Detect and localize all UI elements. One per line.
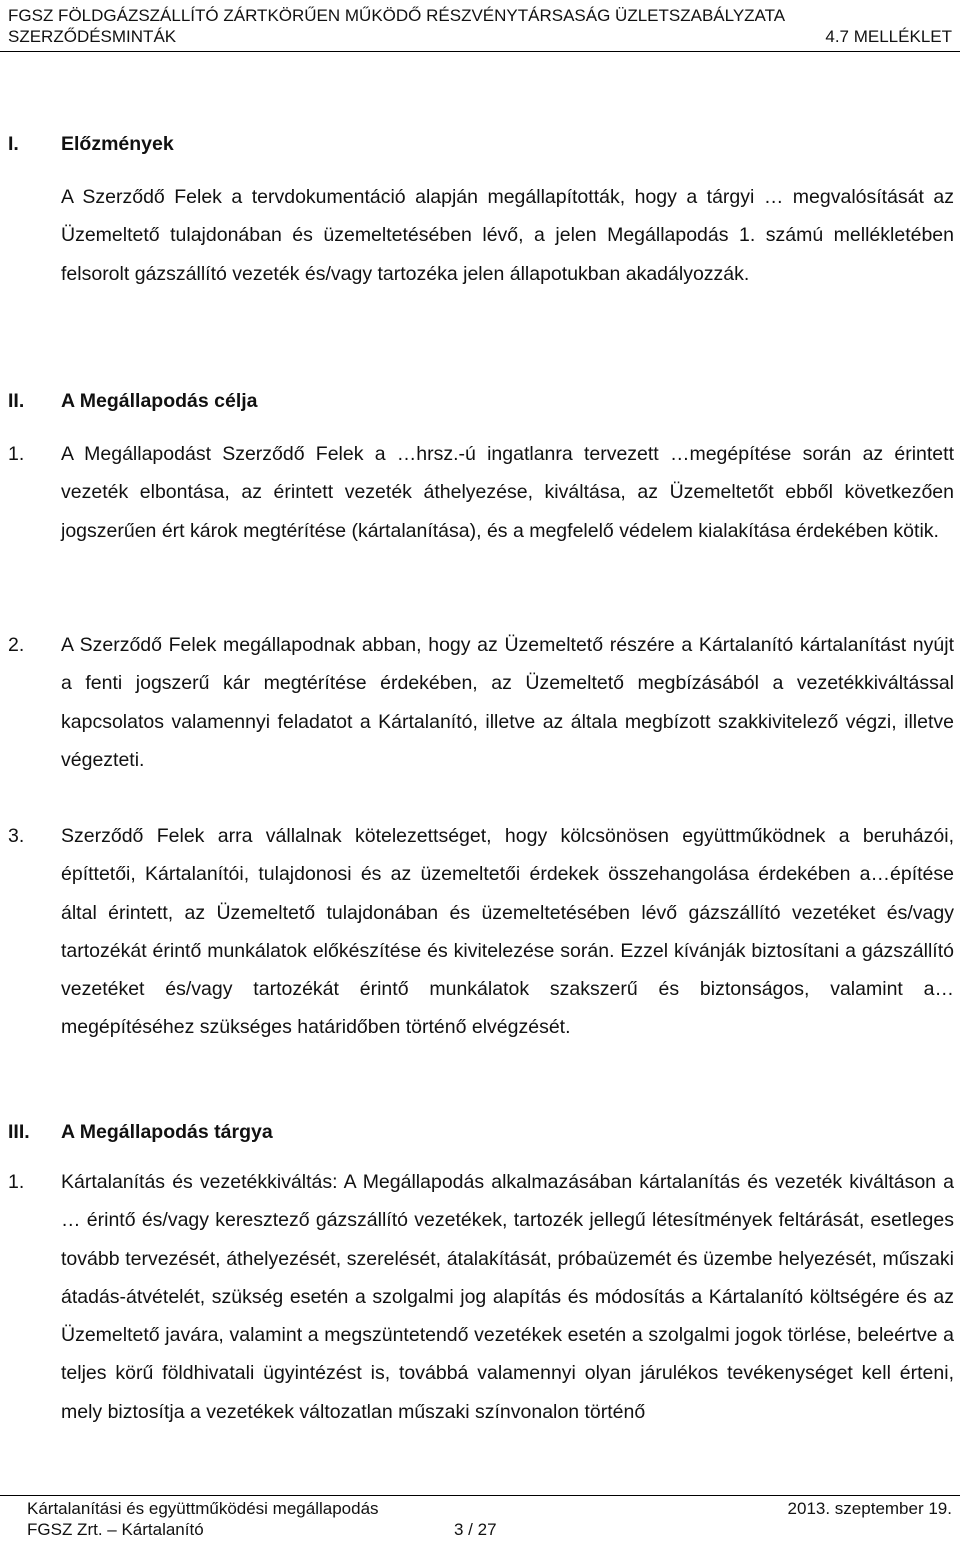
paragraph-number: 2. <box>8 634 25 656</box>
section-number: II. <box>8 390 25 412</box>
header-divider <box>0 51 960 52</box>
paragraph-number: 3. <box>8 825 25 847</box>
footer-page-number: 3 / 27 <box>454 1520 497 1539</box>
section-title: A Megállapodás tárgya <box>61 1121 273 1143</box>
footer-document-title: Kártalanítási és együttműködési megállapodás <box>27 1499 379 1518</box>
paragraph: A Szerződő Felek megállapodnak abban, hogy az Üzemeltető részére a Kártalanító kártalanítást nyújt a fenti jogszerű kár megtérítése érdekében, az Üzemeltető megbízásából a vezetékkiváltással kapcsolatos valamennyi feladatot a Kártalanító, illetve az általa megbízott szakkivitelező végzi, illetve végezteti. <box>61 634 954 771</box>
footer-date: 2013. szeptember 19. <box>787 1499 952 1518</box>
header-annex-label: 4.7 MELLÉKLET <box>825 27 952 46</box>
document-header-title: FGSZ FÖLDGÁZSZÁLLÍTÓ ZÁRTKÖRŰEN MŰKÖDŐ RÉSZVÉNYTÁRSASÁG ÜZLETSZABÁLYZATA <box>8 6 786 25</box>
paragraph-number: 1. <box>8 443 25 465</box>
paragraph: Szerződő Felek arra vállalnak kötelezettséget, hogy kölcsönösen együttműködnek a beruházói, építtetői, Kártalanítói, tulajdonosi és az üzemeltetői érdekek összehangolása érdekében a…építése által érintett, az Üzemeltető tulajdonában és üzemeltetésében lévő gázszállító vezetéket és/vagy tartozékát érintő munkálatok előkészítése és kivitelezése során. Ezzel kívánják biztosítani a gázszállító vezetéket és/vagy tartozékát érintő munkálatok szakszerű és biztonságos, valamint a… megépítéséhez szükséges határidőben történő elvégzését. <box>61 825 954 1039</box>
footer-party: FGSZ Zrt. – Kártalanító <box>27 1520 204 1539</box>
paragraph: A Szerződő Felek a tervdokumentáció alapján megállapították, hogy a tárgyi … megvalósítását az Üzemeltető tulajdonában és üzemeltetésében lévő, a jelen Megállapodás 1. számú mellékletében felsorolt gázszállító vezeték és/vagy tartozéka jelen állapotukban akadályozzák. <box>61 186 954 285</box>
section-number: I. <box>8 133 19 155</box>
paragraph: A Megállapodást Szerződő Felek a …hrsz.-ú ingatlanra tervezett …megépítése során az érintett vezeték elbontása, az érintett vezeték áthelyezése, kiváltása, az Üzemeltetőt ebből következően jogszerűen ért károk megtérítése (kártalanítása), és a megfelelő védelem kialakítása érdekében kötik. <box>61 443 954 542</box>
section-title: A Megállapodás célja <box>61 390 258 412</box>
paragraph-number: 1. <box>8 1171 25 1193</box>
section-title: Előzmények <box>61 133 174 155</box>
header-section-label: SZERZŐDÉSMINTÁK <box>8 27 177 46</box>
document-header-subtitle-row <box>8 27 952 47</box>
paragraph: Kártalanítás és vezetékkiváltás: A Megállapodás alkalmazásában kártalanítás és vezeték kiváltáson a … érintő és/vagy keresztező gázszállító vezetékek, tartozék jellegű létesítmények feltárását, esetleges tovább tervezését, áthelyezését, szerelését, átalakítását, próbaüzemét és üzembe helyezését, műszaki átadás-átvételét, szükség esetén a szolgalmi jog alapítás és módosítás a Kártalanító költségére és az Üzemeltető javára, valamint a megszüntetendő vezetékek esetén a szolgalmi jogok törlése, beleértve a teljes körű földhivatali ügyintézést is, továbbá valamennyi olyan járulékos tevékenységet kell érteni, mely biztosítja a vezetékek változatlan műszaki színvonalon történő <box>61 1171 954 1423</box>
section-number: III. <box>8 1121 30 1143</box>
footer-divider <box>0 1495 960 1496</box>
